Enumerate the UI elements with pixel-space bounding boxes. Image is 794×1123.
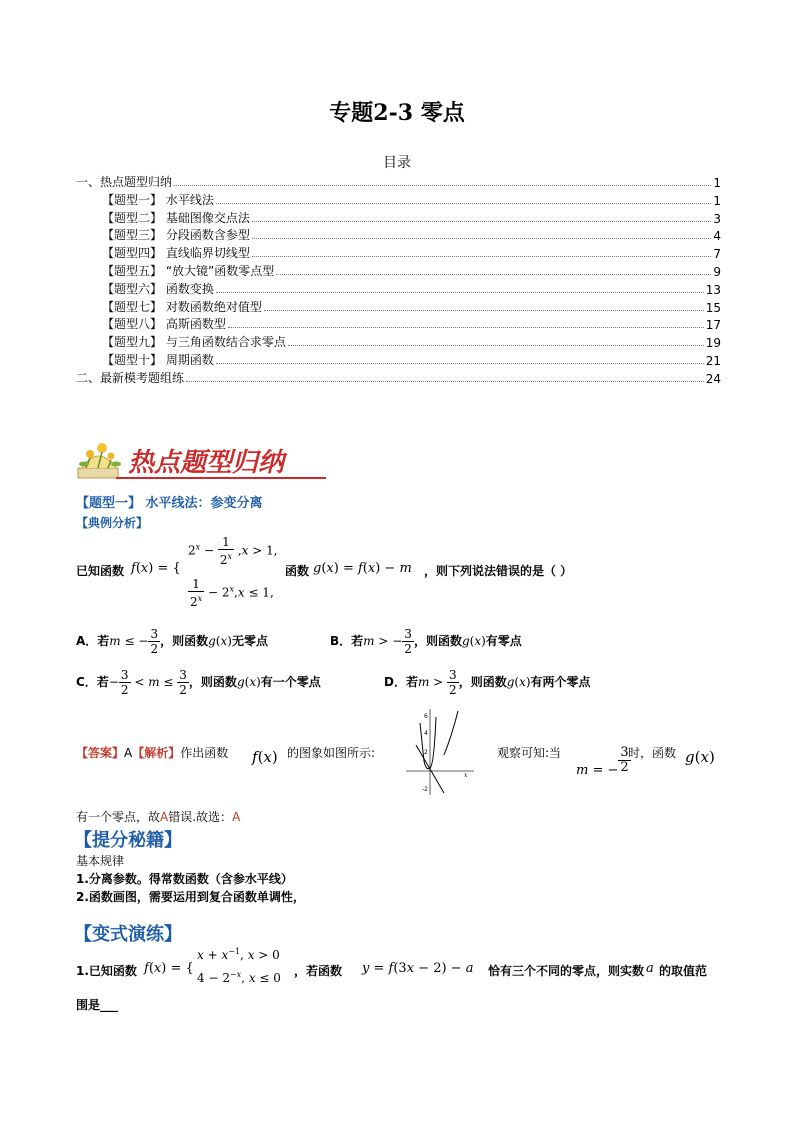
toc-row[interactable]	[102, 280, 721, 297]
toc-row-page: 9	[713, 265, 721, 279]
toc-row[interactable]	[102, 298, 721, 315]
toc-row[interactable]	[102, 244, 721, 261]
question-tail: ，则下列说法错误的是（ ）	[424, 564, 573, 578]
toc-row-leader	[276, 273, 711, 275]
option-b-label: B．若	[330, 634, 364, 648]
question-lead: 已知函数	[76, 564, 125, 578]
practice-y-formula: y = f(3x − 2) − a	[362, 961, 474, 976]
toc-row[interactable]	[76, 369, 721, 386]
toc-row-label: 【题型十】 周期函数	[102, 353, 214, 367]
toc-row[interactable]	[102, 191, 721, 208]
question-mid: 函数	[285, 564, 310, 578]
answer-label: 【答案】	[76, 746, 125, 760]
piecewise-line-2: $\frac{1}{2^x}$ − $2^x,x \le 1$,	[190, 577, 274, 609]
toc-row-leader	[216, 362, 704, 364]
answer-text-2: 的图象如图所示:	[287, 746, 376, 760]
x-axis-label: x	[464, 772, 468, 779]
y-tick-2: 2	[424, 749, 428, 756]
option-a-label: A．若	[76, 634, 110, 648]
toc-row-label: 【题型一】 水平线法	[102, 192, 214, 207]
toc-row-page: 13	[705, 282, 721, 297]
toc-row-leader	[174, 184, 711, 186]
formula-f-of-x: f(x) = {	[131, 561, 181, 576]
tips-item-1: 1.分离参数。得常数函数（含参水平线）	[76, 872, 293, 886]
toc-row-page: 4	[713, 229, 721, 244]
toc-row[interactable]	[102, 226, 721, 243]
conclusion-line	[76, 808, 240, 825]
option-d: D．若m > $\frac{3}{2}$ ，则函数g(x)有两个零点	[384, 668, 591, 697]
practice-piece-1: $x + x^{-1}$, x > 0	[197, 947, 280, 962]
answer-letter: A	[124, 746, 133, 760]
practice-q1-line2: 围是___	[76, 998, 119, 1012]
tips-heading: 【提分秘籍】	[74, 830, 182, 851]
answer-line	[76, 744, 228, 761]
y-tick-6: 6	[424, 713, 428, 720]
conclusion-b: A	[232, 810, 241, 824]
toc-row-leader	[252, 255, 712, 257]
toc-row-leader	[252, 237, 712, 239]
conclusion-text: 有一个零点，故	[76, 810, 161, 824]
option-a: A．若m ≤ − $\frac{3}{2}$ ，则函数g(x)无零点	[76, 627, 268, 656]
toc-row-page: 7	[713, 247, 721, 262]
function-graph	[400, 705, 478, 797]
option-d-label: D．若	[384, 675, 418, 689]
toc-row-leader	[228, 326, 704, 328]
toc-row[interactable]	[102, 351, 721, 368]
option-b-tail: ，则函数	[413, 634, 462, 648]
toc-row-page: 19	[705, 336, 721, 351]
option-a-end: 无零点	[231, 634, 268, 648]
practice-param-a: a	[646, 961, 654, 976]
page-title: 专题2-3 零点	[329, 100, 465, 126]
toc-row-page: 17	[705, 318, 721, 333]
toc-row[interactable]	[76, 173, 721, 190]
toc-row-leader	[288, 344, 704, 346]
toc-row-label: 【题型二】 基础图像交点法	[102, 210, 250, 225]
toc-row-label: 【题型四】 直线临界切线型	[102, 246, 250, 261]
practice-q1-tail: 恰有三个不同的零点，则实数	[488, 964, 645, 978]
conclusion-a: A	[160, 810, 169, 824]
answer-text: 作出函数	[180, 746, 229, 760]
tips-rule: 基本规律	[76, 854, 125, 868]
observe-tail: 时，函数	[628, 746, 677, 760]
option-b-end: 有零点	[485, 634, 522, 648]
practice-heading: 【变式演练】	[74, 924, 182, 945]
piecewise-line-1: $2^x$ − $\frac{1}{2^x}$ ,x > 1,	[188, 535, 278, 567]
y-tick-neg2: -2	[422, 786, 428, 793]
toc-row-page: 3	[713, 211, 721, 226]
option-c-label: C．若	[76, 675, 109, 689]
practice-piece-2: $4 - 2^{-x}$, x ≤ 0	[197, 970, 281, 985]
toc-row-label: 【题型九】 与三角函数结合求零点	[102, 335, 286, 350]
option-a-tail: ，则函数	[160, 634, 209, 648]
toc-row-label: 【题型八】 高斯函数型	[102, 317, 226, 332]
toc-heading: 目录	[383, 155, 411, 171]
option-d-tail: ，则函数	[458, 675, 507, 689]
option-d-end: 有两个零点	[530, 675, 591, 689]
practice-q1-lead: 1.已知函数	[76, 964, 137, 978]
toc-row-page: 15	[705, 300, 721, 315]
toc-row-leader	[216, 202, 712, 204]
type1-heading: 【题型一】 水平线法：参变分离	[76, 496, 263, 511]
toc-row[interactable]	[102, 262, 721, 279]
toc-row-label: 【题型三】 分段函数含参型	[102, 228, 250, 243]
observe-text: 观察可知:当	[497, 746, 562, 760]
toc-row-label: 【题型六】 函数变换	[102, 281, 214, 296]
observe-g-of-x: g(x)	[685, 748, 715, 766]
toc-row-label: 【题型五】 “放大镜”函数零点型	[102, 264, 275, 278]
toc-row[interactable]	[102, 209, 721, 226]
toc-row-leader	[264, 309, 704, 311]
practice-q1-mid: ，若函数	[294, 964, 343, 978]
toc-row-leader	[216, 291, 704, 293]
option-c: C．若− $\frac{3}{2}$ < m ≤ $\frac{3}{2}$ ，则函数g(x)有一个零点	[76, 668, 321, 697]
toc-row-page: 1	[713, 176, 721, 190]
practice-f-of-x: f(x) = {	[144, 961, 194, 976]
option-b: B．若m > − $\frac{3}{2}$ ，则函数g(x)有零点	[330, 627, 522, 656]
example-analysis-label: 【典例分析】	[76, 516, 149, 530]
section-banner	[76, 438, 328, 484]
toc-row-page: 21	[705, 354, 721, 368]
toc-row-leader	[252, 220, 712, 222]
option-c-tail: ，则函数	[188, 675, 237, 689]
observe-condition: m = − $\frac{3}{2}$	[576, 745, 629, 778]
toc-row-label: 二、最新模考题组练	[76, 370, 185, 385]
toc-row-leader	[186, 380, 704, 382]
toc-row-label: 一、热点题型归纳	[76, 175, 173, 189]
answer-f-of-x: f(x)	[252, 748, 278, 766]
y-tick-4: 4	[424, 730, 428, 737]
option-c-end: 有一个零点	[260, 675, 321, 689]
book-illustration-icon	[78, 443, 121, 478]
toc-row[interactable]	[102, 315, 721, 332]
practice-q1-end: 的取值范	[659, 964, 708, 978]
toc-row-page: 24	[705, 371, 721, 386]
analysis-tag: 【解析】	[132, 746, 181, 760]
formula-g-of-x: g(x) = f(x) − m	[313, 561, 412, 576]
toc-row-page: 1	[713, 193, 721, 208]
toc-row-label: 【题型七】 对数函数绝对值型	[102, 299, 262, 314]
tips-item-2: 2.函数画图，需要运用到复合函数单调性，	[76, 890, 305, 904]
banner-text: 热点题型归纳	[128, 448, 285, 478]
conclusion-mid: 错误.故选：	[168, 810, 233, 824]
toc-row[interactable]	[102, 333, 721, 350]
